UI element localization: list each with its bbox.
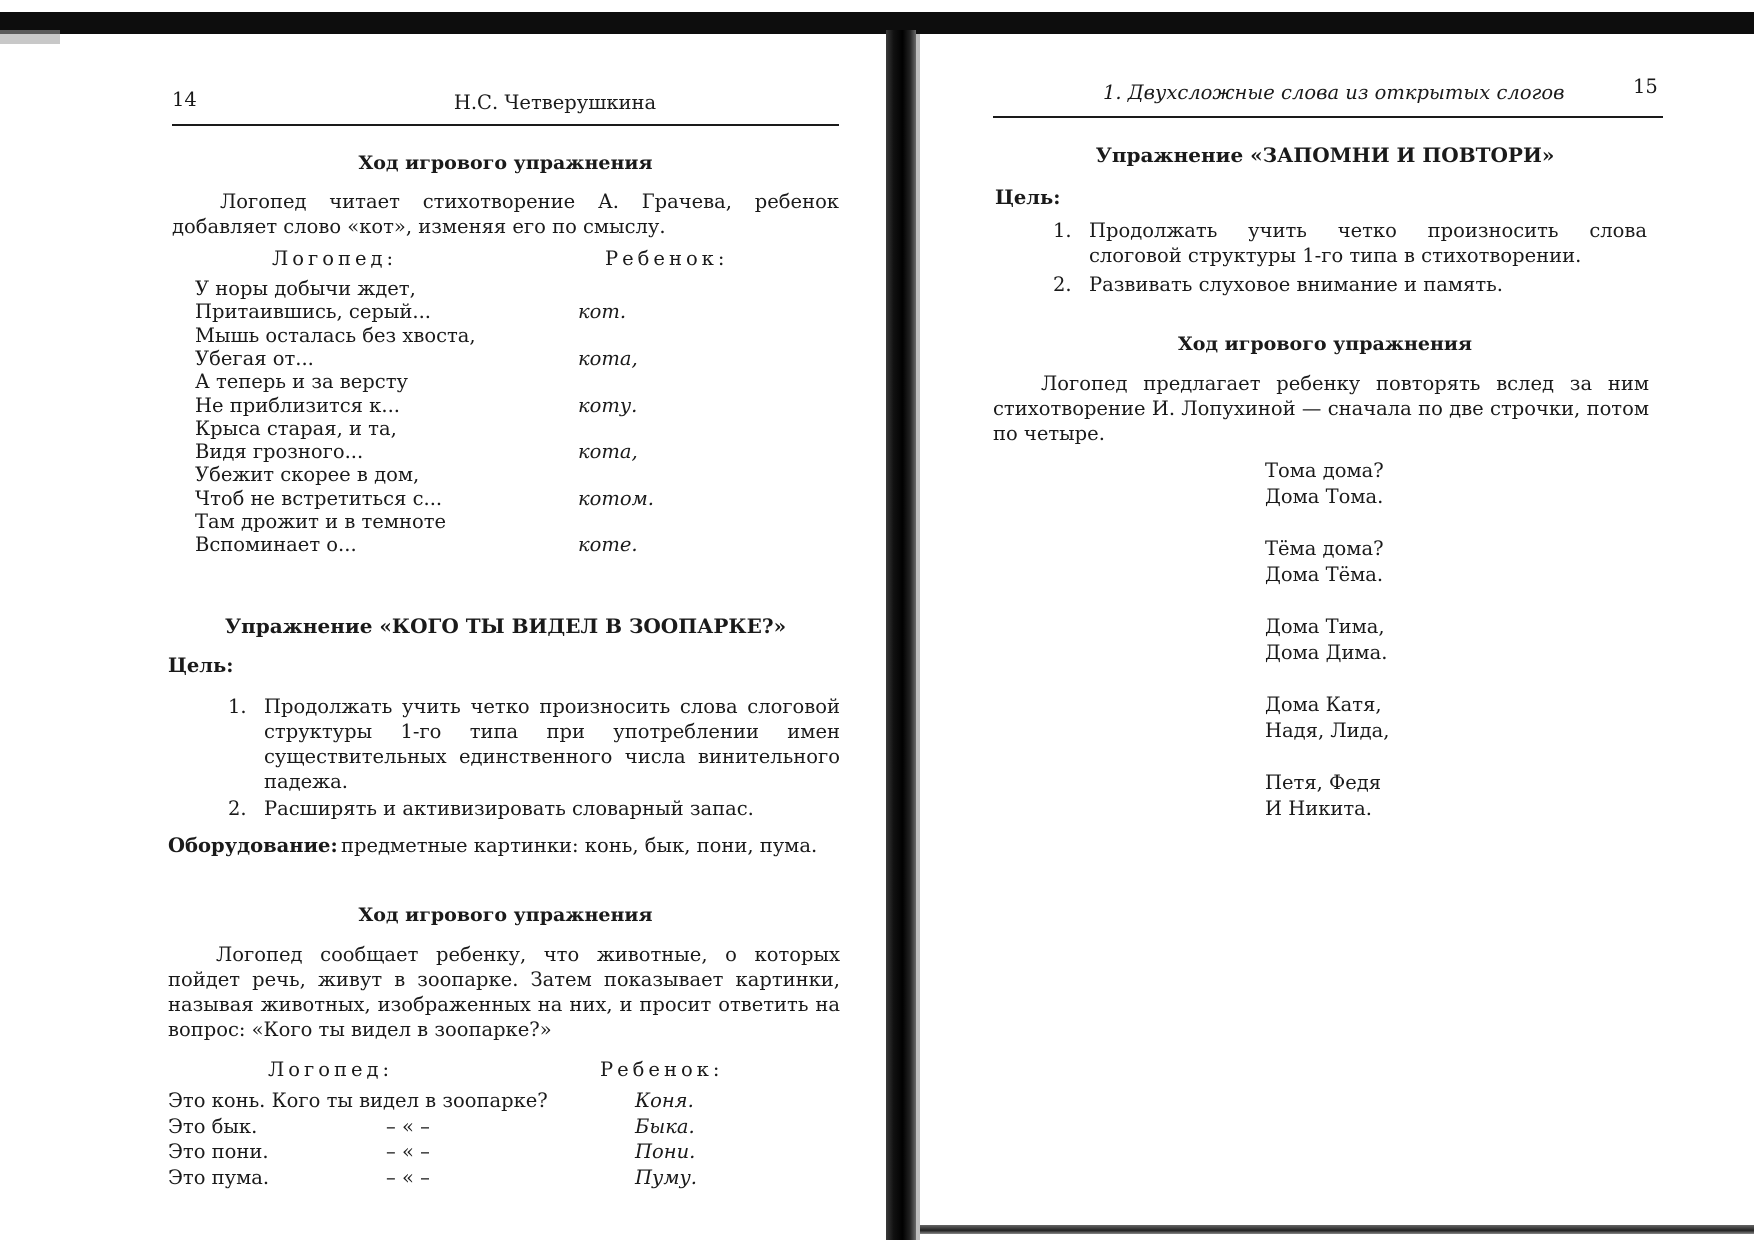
section-heading: Ход игрового упражнения xyxy=(1177,333,1473,355)
page-number: 14 xyxy=(172,88,197,111)
poem-line: Дома Тёма. xyxy=(1265,563,1384,586)
dialogue-child-answer: Пони. xyxy=(635,1140,696,1163)
equipment-label: Оборудование: xyxy=(168,834,338,857)
running-head: Н.С. Четверушкина xyxy=(453,91,657,114)
poem-answer: кот. xyxy=(578,300,627,324)
poem-line: Дома Катя, xyxy=(1265,693,1382,716)
scan-corner-noise xyxy=(0,30,60,44)
poem-line: Притаившись, серый... xyxy=(195,300,431,324)
poem-line: Не приблизится к... xyxy=(195,393,400,417)
dialogue-child-answer: Пуму. xyxy=(635,1165,697,1189)
poem-line: Убегая от... xyxy=(195,346,314,370)
poem-line: Дома Тома. xyxy=(1265,485,1384,508)
dialogue-child-answer: Коня. xyxy=(635,1089,694,1112)
right-page xyxy=(985,0,1665,1240)
goal-number: 1. xyxy=(228,695,247,718)
goal-item xyxy=(1053,272,1647,298)
poem-line: А теперь и за версту xyxy=(195,370,408,394)
goal-item xyxy=(228,694,840,794)
poem-answer: коте. xyxy=(578,533,638,557)
poem-line: Тёма дома? xyxy=(1265,537,1384,560)
ditto-mark: – « – xyxy=(386,1165,430,1189)
section-heading: Ход игрового упражнения xyxy=(358,152,653,174)
poem-line: Мышь осталась без хвоста, xyxy=(195,323,476,347)
exercise-title: Упражнение «ЗАПОМНИ И ПОВТОРИ» xyxy=(1095,143,1555,167)
goal-text: Продолжать учить четко произносить слова слоговой структуры 1-го типа в стихотворении. xyxy=(1089,219,1647,267)
poem-line: У норы добычи ждет, xyxy=(195,277,416,300)
ditto-mark: – « – xyxy=(386,1140,430,1163)
poem-answer: кота, xyxy=(578,346,638,370)
goal-text: Продолжать учить четко произносить слова слоговой структуры 1-го типа при употреблении имен существительных единственного числа винительного падежа. xyxy=(264,695,840,793)
header-rule xyxy=(993,116,1663,118)
column-label-child: Ребенок: xyxy=(605,247,729,270)
poem-line: Дома Дима. xyxy=(1265,641,1388,664)
goal-number: 2. xyxy=(228,797,247,820)
goal-label: Цель: xyxy=(995,186,1061,209)
exercise-title: Упражнение «КОГО ТЫ ВИДЕЛ В ЗООПАРКЕ?» xyxy=(224,614,787,638)
goal-item xyxy=(1053,218,1647,270)
book-spine-edge xyxy=(916,34,920,1240)
poem-line: Чтоб не встретиться с... xyxy=(195,486,443,510)
equipment-text: предметные картинки: конь, бык, пони, пума. xyxy=(341,834,818,857)
goal-text: Расширять и активизировать словарный запас. xyxy=(264,797,754,820)
poem-line: Видя грозного... xyxy=(195,440,364,464)
poem-line: Петя, Федя xyxy=(1265,771,1382,794)
game-paragraph: Логопед предлагает ребенку повторять вслед за ним стихотворение И. Лопухиной — сначала по две строчки, потом по четыре. xyxy=(993,372,1649,445)
poem-line: Там дрожит и в темноте xyxy=(195,510,447,533)
poem-line: Крыса старая, и та, xyxy=(195,416,397,440)
dialogue-teacher-line: Это пони. xyxy=(168,1140,269,1163)
poem-line: Убежит скорее в дом, xyxy=(195,463,420,487)
column-label-child: Ребенок: xyxy=(600,1058,724,1081)
poem-answer: кота, xyxy=(578,440,638,464)
running-head: 1. Двухсложные слова из открытых слогов xyxy=(1103,81,1565,104)
dialogue-teacher-line: Это бык. xyxy=(168,1114,258,1138)
goal-text: Развивать слуховое внимание и память. xyxy=(1089,273,1503,296)
dialogue-teacher-line: Это конь. Кого ты видел в зоопарке? xyxy=(168,1089,548,1112)
goal-label: Цель: xyxy=(168,654,234,677)
dialogue-child-answer: Быка. xyxy=(635,1114,695,1138)
left-page xyxy=(150,0,850,1240)
goal-number: 2. xyxy=(1053,273,1072,296)
intro-paragraph: Логопед читает стихотворение А. Грачева, ребенок добавляет слово «кот», изменяя его по смыслу. xyxy=(172,190,839,238)
page-number: 15 xyxy=(1633,75,1658,98)
poem-answer: котом. xyxy=(578,486,654,510)
poem-line: Надя, Лида, xyxy=(1265,719,1390,742)
dialogue-teacher-line: Это пума. xyxy=(168,1165,270,1189)
column-label-teacher: Логопед: xyxy=(268,1058,394,1081)
section-heading: Ход игрового упражнения xyxy=(358,904,653,926)
poem-line: И Никита. xyxy=(1265,797,1373,820)
poem-line: Дома Тима, xyxy=(1265,615,1385,638)
column-label-teacher: Логопед: xyxy=(272,247,398,270)
goal-number: 1. xyxy=(1053,219,1072,242)
header-rule xyxy=(172,124,839,126)
book-spine-shadow xyxy=(886,30,916,1240)
ditto-mark: – « – xyxy=(386,1114,430,1138)
goal-item xyxy=(228,796,840,822)
game-paragraph: Логопед сообщает ребенку, что животные, о которых пойдет речь, живут в зоопарке. Затем показывает картинки, называя животных, изображенных на них, и просит ответить на вопрос: «Кого ты видел в зоопарке?» xyxy=(168,943,840,1041)
poem-line: Вспоминает о... xyxy=(195,533,357,557)
poem-line: Тома дома? xyxy=(1265,459,1384,482)
poem-answer: коту. xyxy=(578,393,638,417)
